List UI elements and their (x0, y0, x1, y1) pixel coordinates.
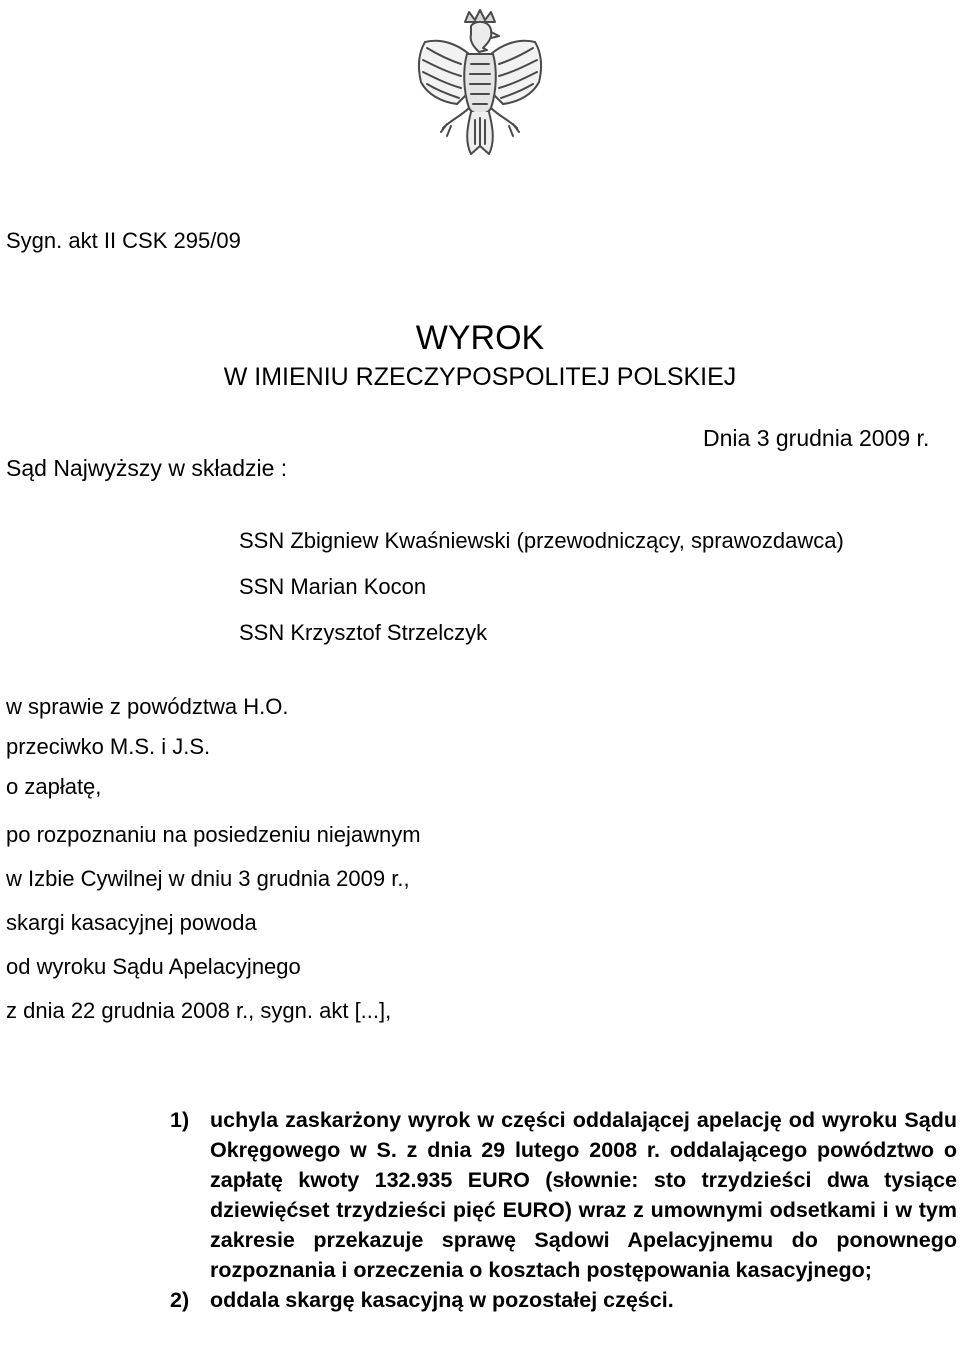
judge-item: SSN Krzysztof Strzelczyk (239, 620, 488, 645)
case-line: w Izbie Cywilnej w dniu 3 grudnia 2009 r., (6, 866, 410, 891)
judgment-date: Dnia 3 grudnia 2009 r. (703, 425, 930, 451)
case-line: w sprawie z powództwa H.O. (6, 694, 289, 719)
case-line: z dnia 22 grudnia 2008 r., sygn. akt [...], (6, 998, 392, 1023)
judge-item: SSN Zbigniew Kwaśniewski (przewodniczący, sprawozdawca) (239, 528, 844, 553)
ruling-text: uchyla zaskarżony wyrok w części oddalającej apelację od wyroku Sądu Okręgowego w S. z dnia 29 lutego 2008 r. oddalającego powództwo o zapłatę kwoty 132.935 EURO (słownie: sto trzydzieści dwa tysiące dziewięćset trzydzieści pięć EURO) wraz z umownymi odsetkami i w tym zakresie przekazuje sprawę Sądowi Apelacyjnemu do ponownego rozpoznania i orzeczenia o kosztach postępowania kasacyjnego; (210, 1108, 957, 1282)
case-line: o zapłatę, (6, 774, 102, 799)
ruling-number: 1) (170, 1108, 190, 1132)
ruling-number: 2) (170, 1288, 190, 1312)
case-details (6, 694, 421, 1042)
case-signature: Sygn. akt II CSK 295/09 (6, 228, 241, 253)
case-line: przeciwko M.S. i J.S. (6, 734, 211, 759)
ruling-item (170, 1285, 957, 1315)
document-subtitle: W IMIENIU RZECZYPOSPOLITEJ POLSKIEJ (223, 363, 737, 391)
court-composition-label: Sąd Najwyższy w składzie : (6, 455, 288, 481)
case-line: skargi kasacyjnej powoda (6, 910, 257, 935)
polish-eagle-emblem-icon (405, 8, 555, 166)
rulings-list (170, 1105, 957, 1315)
document-title: WYROK (415, 319, 545, 357)
judges-list (239, 528, 844, 666)
ruling-item (170, 1105, 957, 1285)
case-line: od wyroku Sądu Apelacyjnego (6, 954, 301, 979)
case-line: po rozpoznaniu na posiedzeniu niejawnym (6, 822, 421, 847)
ruling-text: oddala skargę kasacyjną w pozostałej części. (210, 1288, 674, 1312)
judge-item: SSN Marian Kocon (239, 574, 427, 599)
